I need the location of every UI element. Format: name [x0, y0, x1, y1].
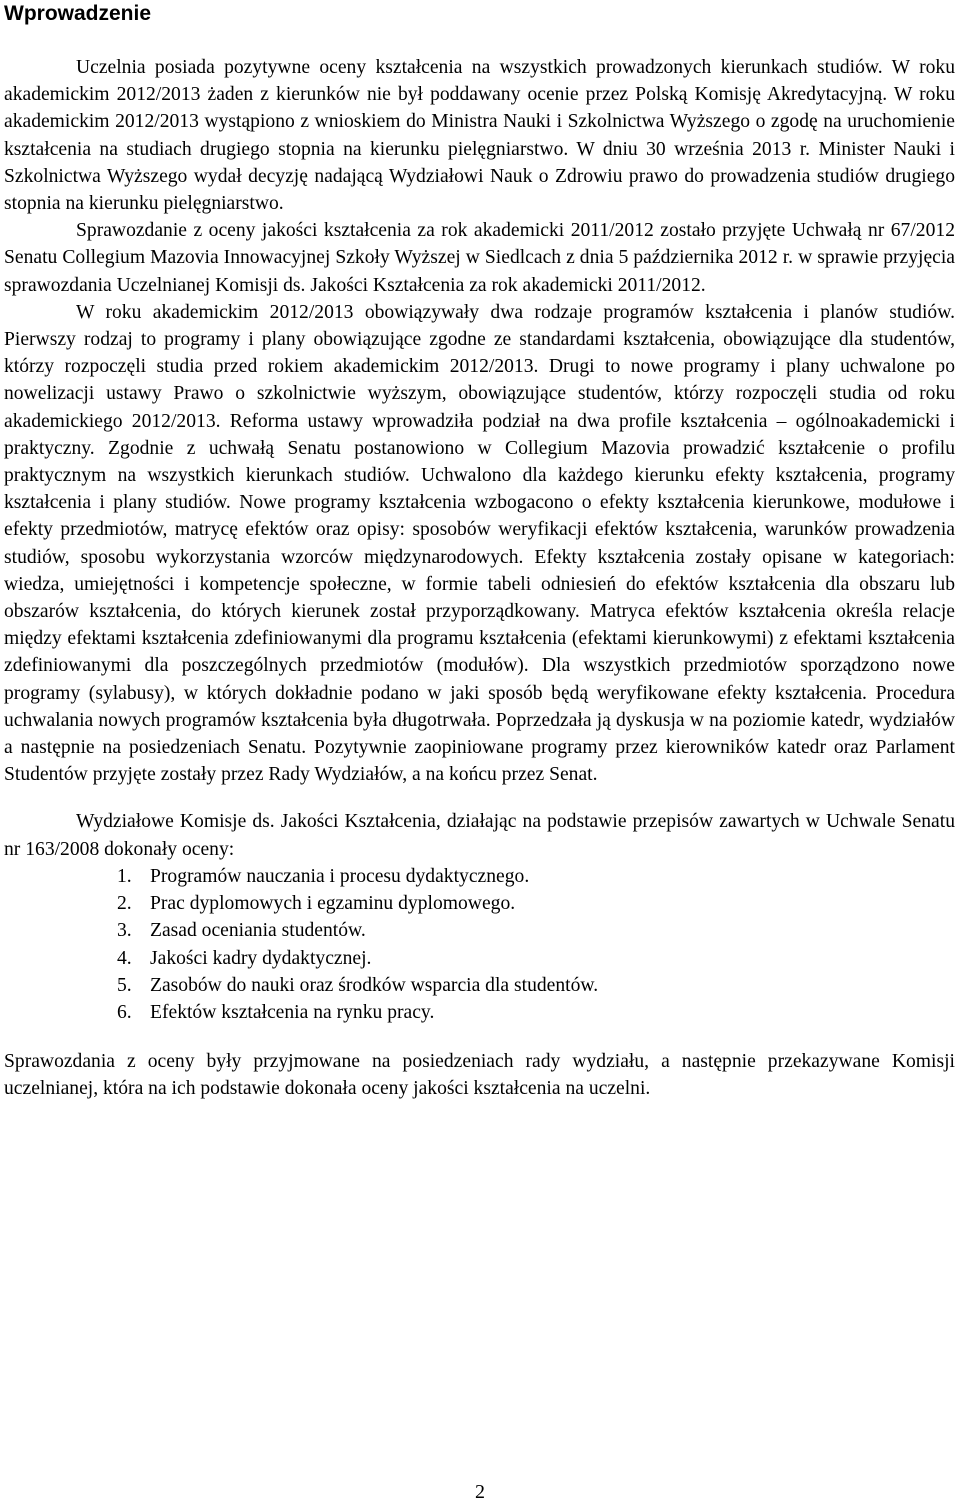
list-item-number: 1. [117, 865, 132, 887]
list-item-text: Programów nauczania i procesu dydaktycznego. [150, 865, 530, 887]
list-item-text: Prac dyplomowych i egzaminu dyplomowego. [150, 893, 516, 915]
list-item-number: 2. [117, 893, 132, 915]
list-item [117, 890, 955, 917]
list-item [117, 863, 955, 890]
list-item [117, 945, 955, 972]
list-item-text: Zasad oceniania studentów. [150, 920, 366, 942]
page-number: 2 [475, 1481, 485, 1503]
list-item [117, 917, 955, 944]
list-item-text: Zasobów do nauki oraz środków wsparcia dla studentów. [150, 974, 599, 996]
list-item-number: 5. [117, 974, 132, 996]
paragraph-spacer [4, 788, 955, 808]
paragraph-closing: Sprawozdania z oceny były przyjmowane na posiedzeniach rady wydziału, a następnie przekazywane Komisji uczelnianej, która na ich podstawie dokonała oceny jakości kształcenia na uczelni. [4, 1051, 955, 1100]
list-item-number: 6. [117, 1001, 132, 1023]
paragraph-accreditation: Uczelnia posiada pozytywne oceny kształcenia na wszystkich prowadzonych kierunkach studiów. W roku akademickim 2012/2013 żaden z kierunków nie był poddawany ocenie przez Polską Komisję Akredytacyjną. W roku akademickim 2012/2013 wystąpiono z wnioskiem do Ministra Nauki i Szkolnictwa Wyższego o zgodę na uruchomienie kształcenia na studiach drugiego stopnia na kierunku pielęgniarstwo. W dniu 30 września 2013 r. Minister Nauki i Szkolnictwa Wyższego wydał decyzję nadającą Wydziałowi Nauk o Zdrowiu prawo do prowadzenia studiów drugiego stopnia na kierunku pielęgniarstwo. [4, 57, 955, 215]
list-item-number: 4. [117, 947, 132, 969]
paragraph-study-programs: W roku akademickim 2012/2013 obowiązywały dwa rodzaje programów kształcenia i planów studiów. Pierwszy rodzaj to programy i plany obowiązujące zgodne ze standardami kształcenia, obowiązujące dla studentów, którzy rozpoczęli studia przed rokiem akademickim 2012/2013. Drugi to nowe programy i plany uchwalone po nowelizacji ustawy Prawo o szkolnictwie wyższym, obowiązujące studentów, którzy rozpoczęli studia od roku akademickiego 2012/2013. Reforma ustawy wprowadziła podział na dwa profile kształcenia – ogólnoakademicki i praktyczny. Zgodnie z uchwałą Senatu postanowiono w Collegium Mazovia prowadzić kształcenie o profilu praktycznym na wszystkich kierunkach studiów. Uchwalono dla każdego kierunku efekty kształcenia, programy kształcenia i plany studiów. Nowe programy kształcenia wzbogacono o efekty kształcenia kierunkowe, modułowe i efekty przedmiotów, matrycę efektów oraz opisy: sposobów weryfikacji efektów kształcenia, warunków prowadzenia studiów, sposobu wykorzystania wzorców międzynarodowych. Efekty kształcenia zostały opisane w kategoriach: wiedza, umiejętności i kompetencje społeczne, w formie tabeli odniesień do efektów kształcenia dla obszaru lub obszarów kształcenia, do których kierunek został przyporządkowany. Matryca efektów kształcenia określa relacje między efektami kształcenia zdefiniowanymi dla programu kształcenia (efektami kierunkowymi) z efektami kształcenia zdefiniowanymi dla poszczególnych przedmiotów (modułów). Dla wszystkich przedmiotów sporządzono nowe programy (sylabusy), w których dokładnie podano w jaki sposób będą weryfikowane efekty kształcenia. Procedura uchwalania nowych programów kształcenia była długotrwała. Poprzedzała ją dyskusja w na poziomie katedr, wydziałów a następnie na posiedzeniach Senatu. Pozytywnie zaopiniowane programy przez kierowników katedr oraz Parlament Studentów przyjęte zostały przez Rady Wydziałów, a na końcu przez Senat. [4, 301, 955, 786]
list-item-text: Efektów kształcenia na rynku pracy. [150, 1001, 435, 1023]
list-item [117, 999, 955, 1026]
list-item-text: Jakości kadry dydaktycznej. [150, 947, 372, 969]
section-heading: Wprowadzenie [4, 2, 152, 25]
paragraph-spacer [4, 1026, 955, 1048]
body-text [4, 54, 955, 1103]
paragraph-faculty-commissions: Wydziałowe Komisje ds. Jakości Kształcenia, działając na podstawie przepisów zawartych w Uchwale Senatu nr 163/2008 dokonały oceny: [4, 811, 955, 860]
paragraph-report-approval: Sprawozdanie z oceny jakości kształcenia za rok akademicki 2011/2012 zostało przyjęte Uchwałą nr 67/2012 Senatu Collegium Mazovia Innowacyjnej Szkoły Wyższej w Siedlcach z dnia 5 października 2012 r. w sprawie przyjęcia sprawozdania Uczelnianej Komisji ds. Jakości Kształcenia za rok akademicki 2011/2012. [4, 220, 955, 296]
list-item [117, 972, 955, 999]
list-item-number: 3. [117, 920, 132, 942]
evaluation-list [4, 863, 955, 1026]
